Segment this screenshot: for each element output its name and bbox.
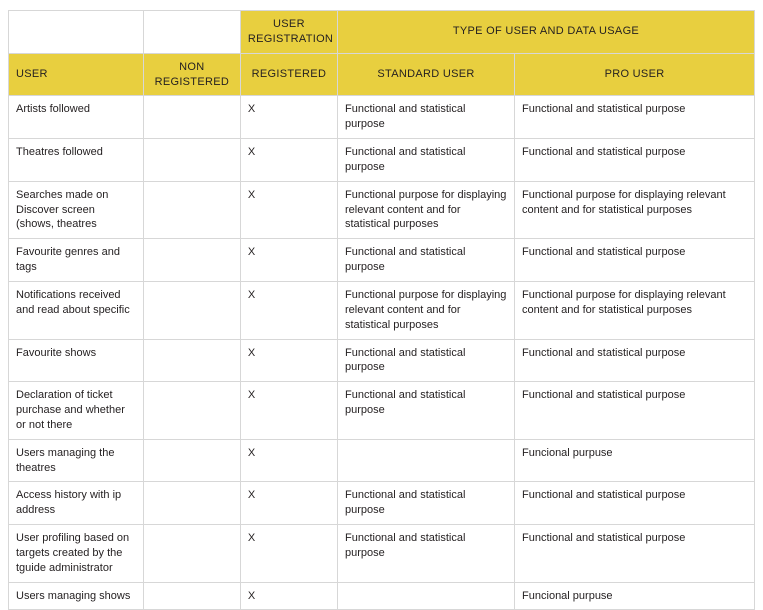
cell-pro-user: Functional and statistical purpose	[515, 239, 755, 282]
table-row	[9, 139, 755, 182]
cell-registered: X	[240, 96, 337, 139]
table-row	[9, 239, 755, 282]
cell-non-registered	[143, 239, 240, 282]
group-header-blank-second	[143, 11, 240, 54]
row-label: Users managing shows	[9, 582, 144, 610]
cell-pro-user: Functional and statistical purpose	[515, 139, 755, 182]
group-header-type-of-user: TYPE OF USER AND DATA USAGE	[337, 11, 754, 54]
row-label: Favourite shows	[9, 339, 144, 382]
row-label: Users managing the theatres	[9, 439, 144, 482]
cell-pro-user: Funcional purpuse	[515, 439, 755, 482]
row-label: User profiling based on targets created by the tguide administrator	[9, 525, 144, 583]
cell-non-registered	[143, 439, 240, 482]
row-label: Artists followed	[9, 96, 144, 139]
cell-registered: X	[240, 281, 337, 339]
cell-non-registered	[143, 582, 240, 610]
cell-standard-user: Functional purpose for displaying relevant content and for statistical purposes	[337, 281, 514, 339]
column-header-user: USER	[9, 53, 144, 96]
cell-pro-user: Funcional purpuse	[515, 582, 755, 610]
cell-standard-user	[337, 582, 514, 610]
cell-pro-user: Functional and statistical purpose	[515, 525, 755, 583]
cell-pro-user: Functional and statistical purpose	[515, 96, 755, 139]
row-label: Notifications received and read about specific	[9, 281, 144, 339]
table-row	[9, 339, 755, 382]
column-header-non-registered: NON REGISTERED	[143, 53, 240, 96]
cell-standard-user: Functional and statistical purpose	[337, 139, 514, 182]
cell-pro-user: Functional purpose for displaying relevant content and for statistical purposes	[515, 181, 755, 239]
cell-non-registered	[143, 382, 240, 440]
cell-pro-user: Functional and statistical purpose	[515, 339, 755, 382]
table-row	[9, 439, 755, 482]
table-row	[9, 281, 755, 339]
table-row	[9, 482, 755, 525]
cell-standard-user	[337, 439, 514, 482]
cell-standard-user: Functional and statistical purpose	[337, 239, 514, 282]
data-usage-table	[8, 10, 755, 610]
cell-standard-user: Functional purpose for displaying relevant content and for statistical purposes	[337, 181, 514, 239]
cell-registered: X	[240, 239, 337, 282]
cell-registered: X	[240, 525, 337, 583]
cell-registered: X	[240, 181, 337, 239]
column-header-registered: REGISTERED	[240, 53, 337, 96]
cell-pro-user: Functional and statistical purpose	[515, 482, 755, 525]
group-header-user-registration: USER REGISTRATION	[240, 11, 337, 54]
cell-standard-user: Functional and statistical purpose	[337, 525, 514, 583]
cell-standard-user: Functional and statistical purpose	[337, 482, 514, 525]
cell-standard-user: Functional and statistical purpose	[337, 339, 514, 382]
row-label: Theatres followed	[9, 139, 144, 182]
table-group-header-row	[9, 11, 755, 54]
cell-registered: X	[240, 139, 337, 182]
cell-non-registered	[143, 525, 240, 583]
cell-non-registered	[143, 339, 240, 382]
row-label: Declaration of ticket purchase and whether or not there	[9, 382, 144, 440]
table-row	[9, 582, 755, 610]
cell-pro-user: Functional purpose for displaying relevant content and for statistical purposes	[515, 281, 755, 339]
cell-standard-user: Functional and statistical purpose	[337, 96, 514, 139]
table-row	[9, 96, 755, 139]
group-header-blank-user	[9, 11, 144, 54]
row-label: Access history with ip address	[9, 482, 144, 525]
table-head	[9, 11, 755, 96]
cell-standard-user: Functional and statistical purpose	[337, 382, 514, 440]
cell-non-registered	[143, 281, 240, 339]
table-row	[9, 382, 755, 440]
column-header-standard-user: STANDARD USER	[337, 53, 514, 96]
cell-non-registered	[143, 482, 240, 525]
cell-pro-user: Functional and statistical purpose	[515, 382, 755, 440]
row-label: Favourite genres and tags	[9, 239, 144, 282]
cell-registered: X	[240, 482, 337, 525]
table-row	[9, 525, 755, 583]
table-row	[9, 181, 755, 239]
row-label: Searches made on Discover screen (shows, theatres	[9, 181, 144, 239]
column-header-pro-user: PRO USER	[515, 53, 755, 96]
table-body	[9, 96, 755, 610]
cell-registered: X	[240, 382, 337, 440]
cell-non-registered	[143, 96, 240, 139]
cell-non-registered	[143, 139, 240, 182]
cell-non-registered	[143, 181, 240, 239]
cell-registered: X	[240, 339, 337, 382]
cell-registered: X	[240, 439, 337, 482]
cell-registered: X	[240, 582, 337, 610]
table-column-header-row	[9, 53, 755, 96]
